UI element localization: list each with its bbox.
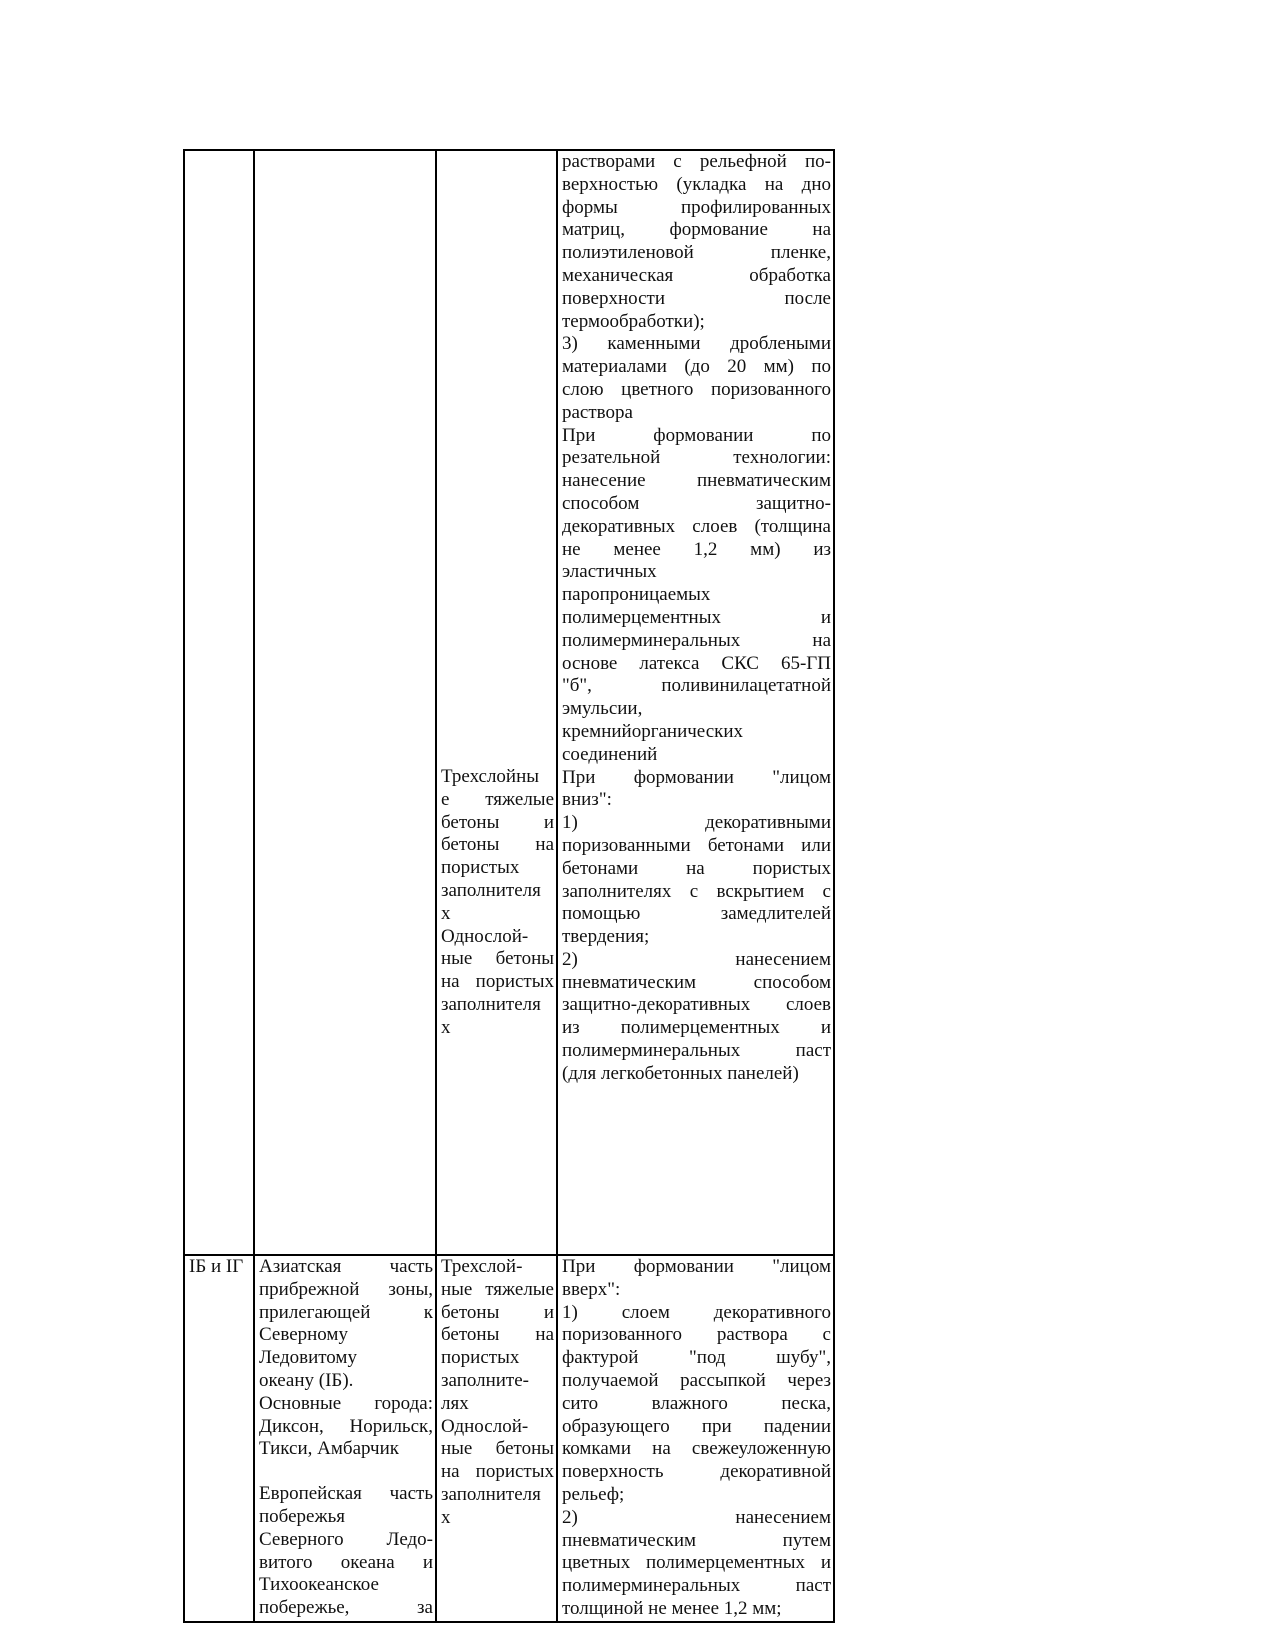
text-line: побережье, за xyxy=(259,1597,433,1619)
text-line: из полимерцементных и xyxy=(562,1017,831,1039)
text-line: заполнителя xyxy=(441,879,541,901)
text-line: верхностью (укладка на дно xyxy=(562,173,831,195)
text-line: х xyxy=(441,902,451,924)
text-line: х xyxy=(441,1016,451,1038)
text-line: поризованными бетонами или xyxy=(562,834,831,856)
text-line: При формовании "лицом xyxy=(562,1256,831,1277)
text-line: на пористых xyxy=(441,1461,554,1483)
text-line: толщиной не менее 1,2 мм; xyxy=(562,1597,782,1619)
text-line: слою цветного поризованного xyxy=(562,378,831,400)
text-line: Тикси, Амбарчик xyxy=(259,1438,399,1460)
document-table xyxy=(183,149,835,1623)
text-line: полиэтиленовой пленке, xyxy=(562,242,831,264)
text-line: 2) нанесением xyxy=(562,948,831,970)
text-line: 3) каменными дроблеными xyxy=(562,333,831,355)
text-line: поверхность декоративной xyxy=(562,1461,831,1483)
row1-finishing-method-cell xyxy=(557,150,834,1255)
text-line: Азиатская часть xyxy=(259,1256,433,1277)
text-line: прибрежной зоны, xyxy=(259,1278,433,1300)
text-line: поверхности после xyxy=(562,287,831,309)
text-line: 1) декоративными xyxy=(562,812,831,834)
text-line: Европейская часть xyxy=(259,1483,433,1505)
row2-col4-text xyxy=(562,1256,831,1621)
text-line: "б", поливинилацетатной xyxy=(562,675,831,697)
text-line: бетоны и xyxy=(441,811,554,833)
text-line: 2) нанесением xyxy=(562,1506,831,1528)
text-line: образующего при падении xyxy=(562,1415,831,1437)
text-line: бетоны и xyxy=(441,1301,554,1323)
text-line: нанесение пневматическим xyxy=(562,470,831,492)
text-line: эмульсии, xyxy=(562,698,643,720)
text-line: Трехслой- xyxy=(441,1256,523,1277)
text-line: растворами с рельефной по- xyxy=(562,151,831,172)
text-line: раствора xyxy=(562,401,633,423)
text-line: заполните- xyxy=(441,1369,529,1391)
text-line: заполнителях с вскрытием с xyxy=(562,880,831,902)
text-line: е тяжелые xyxy=(441,788,554,810)
text-line xyxy=(259,1461,433,1483)
text-line: х xyxy=(441,1506,451,1528)
text-line: механическая обработка xyxy=(562,264,831,286)
text-line: вверх": xyxy=(562,1278,621,1300)
text-line: паропроницаемых xyxy=(562,584,711,606)
text-line: защитно-декоративных слоев xyxy=(562,994,831,1016)
row1-region-cell xyxy=(254,150,436,1255)
text-line: При формовании "лицом xyxy=(562,766,831,788)
text-line: вниз": xyxy=(562,789,612,811)
text-line: пористых xyxy=(441,857,520,879)
text-line: соединений xyxy=(562,743,658,765)
text-line: заполнителя xyxy=(441,993,541,1015)
text-line: бетонами на пористых xyxy=(562,857,831,879)
text-line: основе латекса СКС 65-ГП xyxy=(562,652,831,674)
text-line: Трехслойны xyxy=(441,766,540,787)
row1-col3-spacer xyxy=(441,151,554,766)
text-line: матриц, формование на xyxy=(562,219,831,241)
text-line: Однослой- xyxy=(441,925,529,947)
row1-col3-text xyxy=(441,766,554,1040)
text-line: полимерминеральных паст xyxy=(562,1040,831,1062)
row2-col3-text xyxy=(441,1256,554,1530)
text-line: кремнийорганических xyxy=(562,720,744,742)
text-line: 1) слоем декоративного xyxy=(562,1301,831,1323)
text-line: Тихоокеанское xyxy=(259,1574,379,1596)
text-line: материалами (до 20 мм) по xyxy=(562,356,831,378)
text-line: поризованного раствора с xyxy=(562,1324,831,1346)
text-line: на пористых xyxy=(441,971,554,993)
text-line: Основные города: xyxy=(259,1392,433,1414)
text-line: Северного Ледо- xyxy=(259,1528,433,1550)
text-line: получаемой рассыпкой через xyxy=(562,1369,831,1391)
text-line: пневматическим путем xyxy=(562,1529,831,1551)
text-line: рельеф; xyxy=(562,1483,625,1505)
text-line: Диксон, Норильск, xyxy=(259,1415,433,1437)
text-line: заполнителя xyxy=(441,1483,541,1505)
text-line: не менее 1,2 мм) из xyxy=(562,538,831,560)
text-line: декоративных слоев (толщина xyxy=(562,515,831,537)
text-line: полимерминеральных паст xyxy=(562,1575,831,1597)
row2-region-cell xyxy=(254,1255,436,1622)
text-line: бетоны на xyxy=(441,834,554,856)
row1-col4-text xyxy=(562,151,831,1086)
text-line: побережья xyxy=(259,1505,345,1527)
text-line: способом защитно- xyxy=(562,492,831,514)
text-line: витого океана и xyxy=(259,1551,433,1573)
row2-climate-zone-cell xyxy=(184,1255,254,1622)
text-line: помощью замедлителей xyxy=(562,903,831,925)
row2-concrete-type-cell xyxy=(436,1255,557,1622)
text-line: пористых xyxy=(441,1347,520,1369)
row1-concrete-type-cell xyxy=(436,150,557,1255)
text-line: бетоны на xyxy=(441,1324,554,1346)
text-line: сито влажного песка, xyxy=(562,1392,831,1414)
text-line: ные бетоны xyxy=(441,948,554,970)
text-line: Ледовитому xyxy=(259,1347,357,1369)
text-line: Северному xyxy=(259,1324,348,1346)
text-line: комками на свежеуложенную xyxy=(562,1438,831,1460)
row2-col2-text xyxy=(259,1256,433,1620)
table-row xyxy=(184,1255,834,1622)
text-line: формы профилированных xyxy=(562,196,831,218)
row2-climate-zone-label: IБ и IГ xyxy=(189,1256,244,1277)
text-line: термообработки); xyxy=(562,310,705,332)
table-row xyxy=(184,150,834,1255)
text-line: прилегающей к xyxy=(259,1301,433,1323)
text-line: лях xyxy=(441,1392,469,1414)
text-line: цветных полимерцементных и xyxy=(562,1552,831,1574)
text-line: пневматическим способом xyxy=(562,971,831,993)
text-line: (для легкобетонных панелей) xyxy=(562,1062,799,1084)
text-line: полимерминеральных на xyxy=(562,629,831,651)
text-line: фактурой "под шубу", xyxy=(562,1347,831,1369)
row2-finishing-method-cell xyxy=(557,1255,834,1622)
text-line: При формовании по xyxy=(562,424,831,446)
text-line: океану (IБ). xyxy=(259,1369,354,1391)
text-line: ные тяжелые xyxy=(441,1278,554,1300)
text-line: ные бетоны xyxy=(441,1438,554,1460)
row1-climate-zone-cell xyxy=(184,150,254,1255)
text-line: твердения; xyxy=(562,926,650,948)
row1-col4-tail-gap xyxy=(562,1086,831,1109)
text-line: резательной технологии: xyxy=(562,447,831,469)
text-line: Однослой- xyxy=(441,1415,529,1437)
text-line: эластичных xyxy=(562,561,657,583)
text-line: полимерцементных и xyxy=(562,606,831,628)
